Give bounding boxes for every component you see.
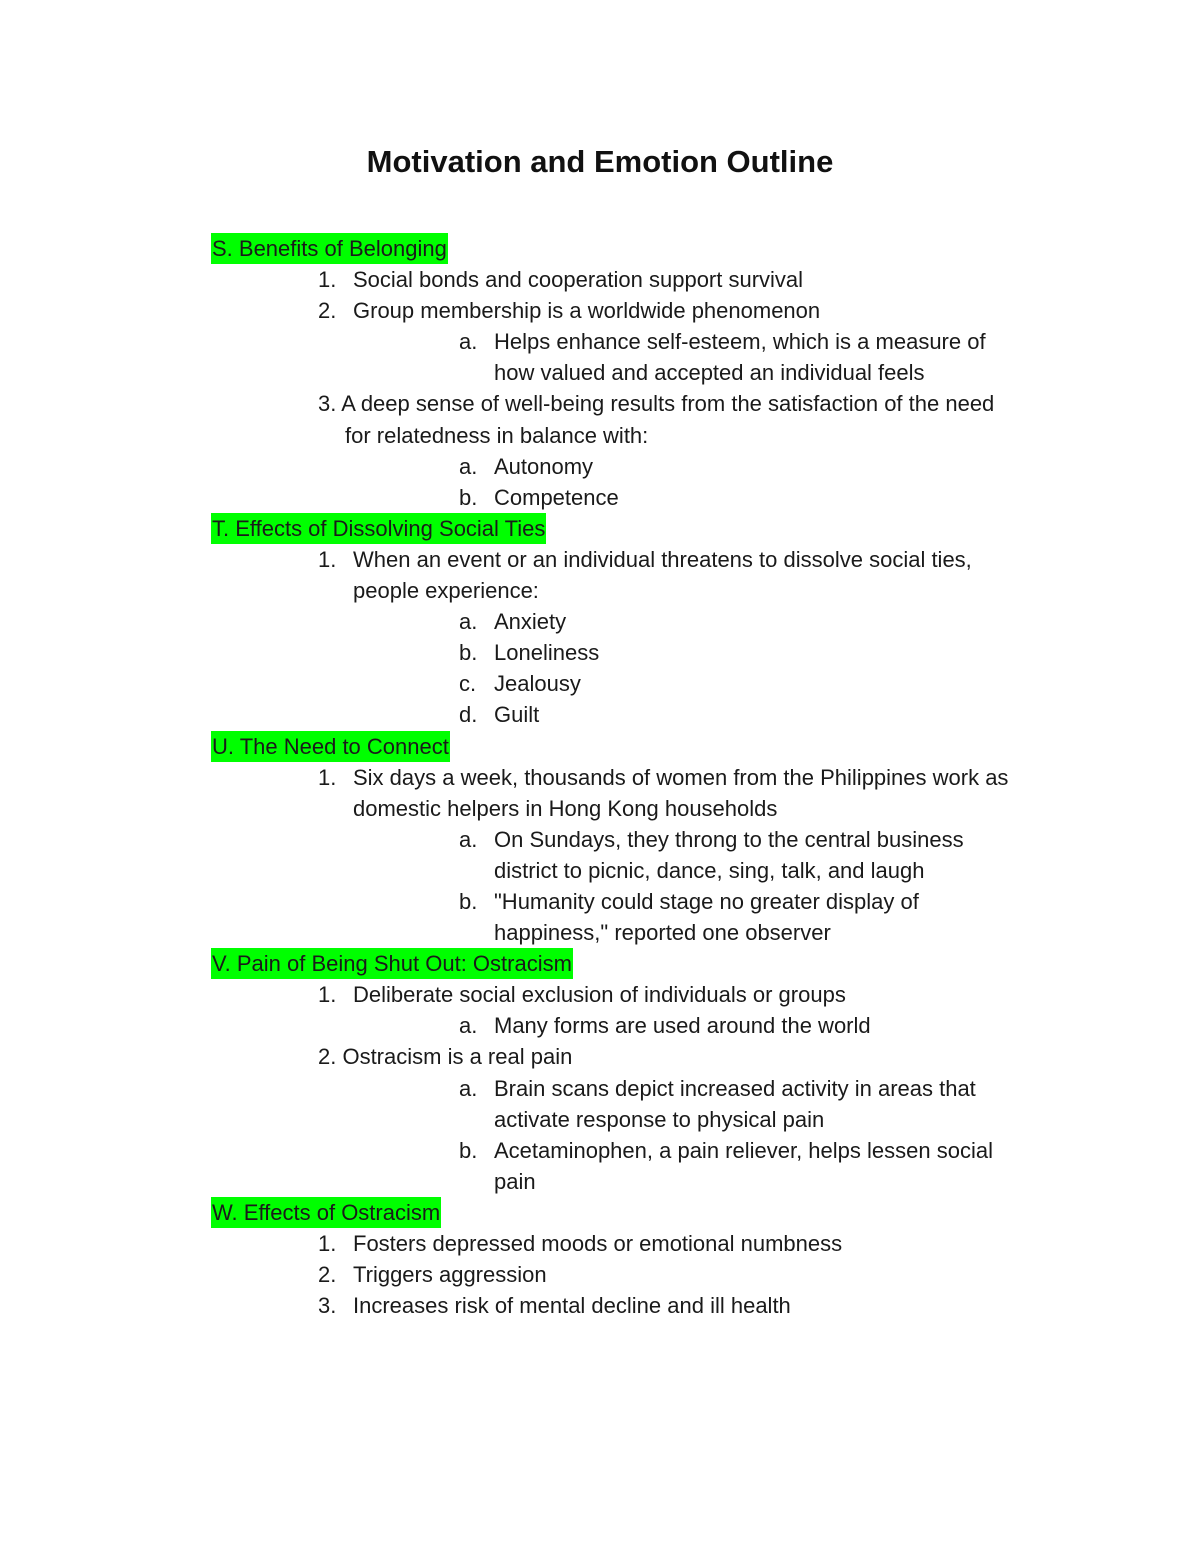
list-item [0,451,1200,482]
section-heading-label: T. Effects of Dissolving Social Ties [211,513,546,544]
list-item-text: 2. Ostracism is a real pain [318,1044,573,1070]
list-item-text: 3. A deep sense of well-being results from the satisfaction of the need [318,391,995,417]
list-item-text: Social bonds and cooperation support survival [353,267,804,293]
section-heading-t [0,513,1200,544]
section-heading-label: U. The Need to Connect [211,731,450,762]
list-marker: a. [459,329,478,355]
list-item [0,606,1200,637]
section-heading-label: W. Effects of Ostracism [211,1197,441,1228]
list-item [0,388,1200,419]
list-item-text: Guilt [494,702,540,728]
list-item-text: Jealousy [494,671,581,697]
list-item-text: Fosters depressed moods or emotional numbness [353,1231,843,1256]
list-item-text: Deliberate social exclusion of individuals or groups [353,982,846,1008]
list-item-text: On Sundays, they throng to the central business [494,826,964,852]
section-heading-u [0,731,1200,762]
list-item [0,1228,1200,1259]
list-item-text: pain [494,1168,536,1194]
list-item-text: for relatedness in balance with: [345,422,649,448]
list-item [0,544,1200,575]
list-item [0,1073,1200,1104]
section-heading-s [0,233,1200,264]
list-item [0,264,1200,295]
section-heading-w [0,1197,1200,1228]
list-item-text: people experience: [353,578,539,604]
list-marker: 1. [318,267,337,293]
list-marker: b. [459,1137,478,1163]
list-item-text: domestic helpers in Hong Kong households [353,795,778,821]
list-item [0,762,1200,793]
list-item [0,979,1200,1010]
list-item-text: When an event or an individual threatens to dissolve social ties, [353,546,972,572]
list-item [0,1135,1200,1166]
list-item [0,886,1200,917]
list-item-text: happiness," reported one observer [494,920,831,946]
list-item [0,668,1200,699]
list-marker: 1. [318,982,337,1008]
outline [0,233,1200,1321]
list-item-continuation [0,917,1200,948]
list-item-text: Many forms are used around the world [494,1013,871,1039]
list-marker: b. [459,640,478,666]
list-item-continuation [0,855,1200,886]
list-item-continuation [0,420,1200,451]
list-item [0,699,1200,730]
list-marker: a. [459,1075,478,1101]
list-item-text: Group membership is a worldwide phenomenon [353,298,821,324]
list-item [0,1259,1200,1290]
list-item-text: Brain scans depict increased activity in areas that [494,1075,976,1101]
list-item-text: Loneliness [494,640,600,666]
list-marker: b. [459,484,478,510]
list-item-text: Triggers aggression [353,1262,547,1288]
list-item-text: Competence [494,484,619,510]
list-marker: d. [459,702,478,728]
list-item-continuation [0,357,1200,388]
list-marker: 1. [318,764,337,790]
list-item [0,824,1200,855]
page-title: Motivation and Emotion Outline [366,144,834,179]
list-item-text: Increases risk of mental decline and ill health [353,1293,791,1319]
list-item-text: activate response to physical pain [494,1106,825,1132]
list-item-text: "Humanity could stage no greater display of [494,888,919,914]
list-item [0,295,1200,326]
list-marker: 2. [318,298,337,324]
list-item-continuation [0,793,1200,824]
list-marker: 1. [318,1231,337,1256]
list-marker: 3. [318,1293,337,1319]
list-item [0,637,1200,668]
list-marker: c. [459,671,477,697]
list-item-text: Helps enhance self-esteem, which is a measure of [494,329,986,355]
list-marker: b. [459,888,478,914]
section-heading-label: S. Benefits of Belonging [211,233,448,264]
list-marker: 1. [318,546,337,572]
list-marker: a. [459,826,478,852]
list-item-continuation [0,575,1200,606]
list-item-continuation [0,1166,1200,1197]
list-marker: 2. [318,1262,337,1288]
list-item-text: Autonomy [494,453,594,479]
section-heading-v [0,948,1200,979]
list-item-text: how valued and accepted an individual feels [494,360,925,386]
section-heading-label: V. Pain of Being Shut Out: Ostracism [211,948,573,979]
list-item-continuation [0,1104,1200,1135]
list-item [0,1010,1200,1041]
list-marker: a. [459,453,478,479]
list-item [0,1041,1200,1072]
list-marker: a. [459,609,478,635]
list-marker: a. [459,1013,478,1039]
list-item-text: Anxiety [494,609,567,635]
list-item-text: Acetaminophen, a pain reliever, helps lessen social [494,1137,993,1163]
list-item-text: district to picnic, dance, sing, talk, and laugh [494,857,925,883]
list-item [0,326,1200,357]
list-item [0,482,1200,513]
list-item-text: Six days a week, thousands of women from the Philippines work as [353,764,1009,790]
list-item [0,1290,1200,1321]
